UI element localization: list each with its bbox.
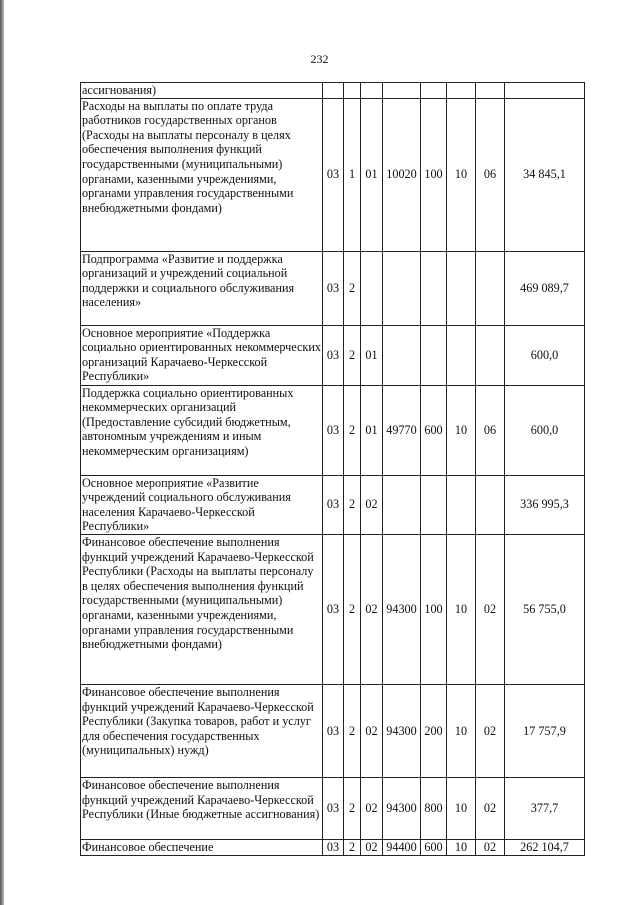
row-code-cell-c7: 02 <box>476 534 505 684</box>
row-sum-cell: 34 845,1 <box>505 98 585 251</box>
row-code-cell-c6 <box>447 325 476 385</box>
row-code-cell-c6: 10 <box>447 98 476 251</box>
budget-table <box>80 82 585 856</box>
row-code-cell-c4 <box>383 251 421 325</box>
row-code-cell-c1: 03 <box>323 98 344 251</box>
row-code-cell-c3: 02 <box>361 839 383 855</box>
row-code-cell-c1: 03 <box>323 251 344 325</box>
row-code-cell-c2: 2 <box>344 475 361 534</box>
row-code-cell-c2: 2 <box>344 534 361 684</box>
row-code-cell-c5 <box>421 251 447 325</box>
row-code-cell-c7: 02 <box>476 777 505 839</box>
table-row <box>81 83 585 99</box>
row-name-cell: Основное мероприятие «Развитие учреждений социального обслуживания населения Карачаево-Черкесской Республики» <box>81 475 323 534</box>
row-code-cell-c2: 2 <box>344 325 361 385</box>
row-name-cell: Финансовое обеспечение <box>81 839 323 855</box>
row-code-cell-c2: 2 <box>344 684 361 777</box>
row-code-cell-c5: 100 <box>421 534 447 684</box>
row-code-cell-c3: 02 <box>361 777 383 839</box>
row-code-cell-c6: 10 <box>447 839 476 855</box>
table-row <box>81 475 585 534</box>
row-code-cell-c6 <box>447 475 476 534</box>
row-sum-cell: 600,0 <box>505 325 585 385</box>
row-code-cell-c1: 03 <box>323 839 344 855</box>
row-code-cell-c1: 03 <box>323 385 344 475</box>
row-code-cell-c7: 06 <box>476 98 505 251</box>
row-code-cell-c1: 03 <box>323 684 344 777</box>
row-name-cell: Расходы на выплаты по оплате труда работников государственных органов (Расходы на выплаты персоналу в целях обеспечения выполнения функций государственными (муниципальными) органами, казенными учреждениями, органами управления государственными внебюджетными фондами) <box>81 98 323 251</box>
row-code-cell-c4: 94300 <box>383 684 421 777</box>
row-code-cell-c4: 10020 <box>383 98 421 251</box>
row-code-cell-c4 <box>383 475 421 534</box>
row-code-cell-c3 <box>361 83 383 99</box>
row-name-cell: Финансовое обеспечение выполнения функций учреждений Карачаево-Черкесской Республики (Закупка товаров, работ и услуг для обеспечения государственных (муниципальных) нужд) <box>81 684 323 777</box>
row-code-cell-c6: 10 <box>447 684 476 777</box>
row-code-cell-c7 <box>476 325 505 385</box>
row-code-cell-c7 <box>476 251 505 325</box>
row-code-cell-c6: 10 <box>447 385 476 475</box>
row-name-cell: Подпрограмма «Развитие и поддержка организаций и учреждений социальной поддержки и социального обслуживания населения» <box>81 251 323 325</box>
row-code-cell-c6 <box>447 83 476 99</box>
row-code-cell-c6: 10 <box>447 777 476 839</box>
row-name-cell: ассигнования) <box>81 83 323 99</box>
row-name-cell: Основное мероприятие «Поддержка социально ориентированных некоммерческих организаций Карачаево-Черкесской Республики» <box>82 325 321 384</box>
row-code-cell-c7: 02 <box>476 839 505 855</box>
row-name-cell: Поддержка социально ориентированных некоммерческих организаций (Предоставление субсидий бюджетным, автономным учреждениям и иным некоммерческим организациям) <box>81 385 323 475</box>
row-code-cell-c2 <box>344 83 361 99</box>
row-code-cell-c5 <box>421 475 447 534</box>
row-code-cell-c5 <box>421 325 447 385</box>
row-code-cell-c4: 94300 <box>383 534 421 684</box>
row-code-cell-c4 <box>383 83 421 99</box>
row-code-cell-c5: 600 <box>421 385 447 475</box>
row-sum-cell: 262 104,7 <box>505 839 585 855</box>
row-code-cell-c3: 02 <box>361 684 383 777</box>
row-sum-cell <box>505 83 585 99</box>
row-sum-cell: 377,7 <box>505 777 585 839</box>
row-code-cell-c2: 2 <box>344 251 361 325</box>
row-code-cell-c4: 49770 <box>383 385 421 475</box>
table-row <box>81 385 585 475</box>
row-sum-cell: 17 757,9 <box>505 684 585 777</box>
row-code-cell-c7: 06 <box>476 385 505 475</box>
row-code-cell-c5: 200 <box>421 684 447 777</box>
table-row <box>81 251 585 325</box>
row-code-cell-c3: 01 <box>361 325 383 385</box>
row-code-cell-c1: 03 <box>323 325 344 385</box>
row-sum-cell: 336 995,3 <box>505 475 585 534</box>
row-code-cell-c1 <box>323 83 344 99</box>
row-code-cell-c2: 2 <box>344 839 361 855</box>
table-row <box>81 777 585 839</box>
row-code-cell-c3 <box>361 251 383 325</box>
row-code-cell-c5: 600 <box>421 839 447 855</box>
row-sum-cell: 56 755,0 <box>505 534 585 684</box>
row-code-cell-c4: 94400 <box>383 839 421 855</box>
table-row <box>81 684 585 777</box>
row-code-cell-c2: 2 <box>344 777 361 839</box>
row-code-cell-c2: 2 <box>344 385 361 475</box>
row-code-cell-c5 <box>421 83 447 99</box>
row-code-cell-c3: 02 <box>361 534 383 684</box>
row-code-cell-c5: 100 <box>421 98 447 251</box>
row-code-cell-c3: 02 <box>361 475 383 534</box>
row-code-cell-c3: 01 <box>361 98 383 251</box>
row-code-cell-c5: 800 <box>421 777 447 839</box>
row-code-cell-c1: 03 <box>323 534 344 684</box>
row-code-cell-c4 <box>383 325 421 385</box>
table-body <box>81 83 585 856</box>
row-code-cell-c1: 03 <box>323 777 344 839</box>
row-code-cell-c1: 03 <box>323 475 344 534</box>
row-sum-cell: 469 089,7 <box>505 251 585 325</box>
row-code-cell-c7 <box>476 83 505 99</box>
table-row <box>81 839 585 855</box>
table-row <box>81 534 585 684</box>
row-code-cell-c7: 02 <box>476 684 505 777</box>
row-code-cell-c6 <box>447 251 476 325</box>
row-name-cell: Финансовое обеспечение выполнения функций учреждений Карачаево-Черкесской Республики (Иные бюджетные ассигнования) <box>81 777 323 839</box>
page-number: 232 <box>310 52 329 66</box>
row-sum-cell: 600,0 <box>505 385 585 475</box>
row-code-cell-c7 <box>476 475 505 534</box>
scan-edge <box>0 0 4 905</box>
row-code-cell-c6: 10 <box>447 534 476 684</box>
row-code-cell-c2: 1 <box>344 98 361 251</box>
row-code-cell-c4: 94300 <box>383 777 421 839</box>
row-name-cell: Финансовое обеспечение выполнения функций учреждений Карачаево-Черкесской Республики (Расходы на выплаты персоналу в целях обеспечения выполнения функций государственными (муниципальными) органами, казенными учреждениями, органами управления государственными внебюджетными фондами) <box>81 534 323 684</box>
table-row <box>81 325 585 385</box>
row-code-cell-c3: 01 <box>361 385 383 475</box>
table-row <box>81 98 585 251</box>
